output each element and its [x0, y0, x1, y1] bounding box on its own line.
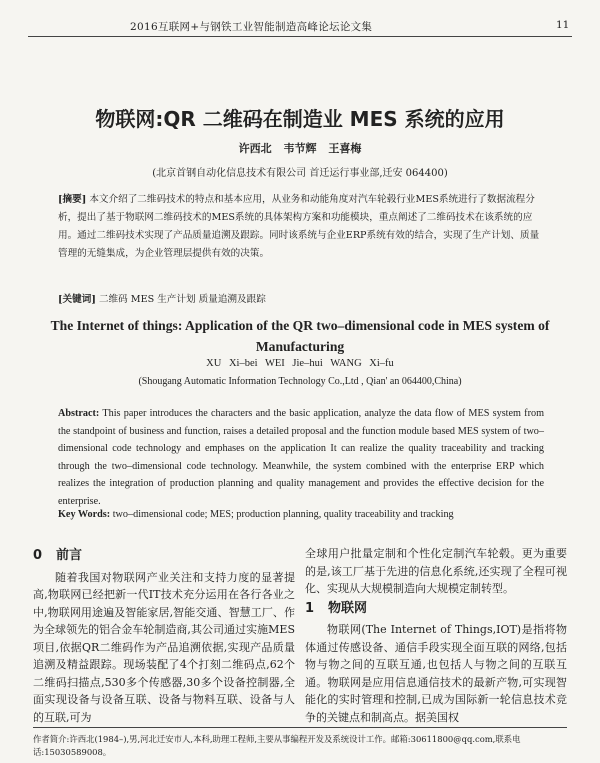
page-number: 11: [556, 19, 570, 31]
abstract-cn-label: [摘要]: [58, 194, 87, 205]
left-column: [33, 545, 295, 726]
footnote-rule: [33, 727, 567, 728]
header-rule: [28, 36, 572, 37]
section-0-number: 0: [33, 548, 43, 563]
section-1-heading: [305, 600, 567, 618]
abstract-en: [58, 405, 544, 510]
keywords-cn-label: [关键词]: [58, 294, 96, 305]
right-column-intro: 全球用户批量定制和个性化定制汽车轮毂。更为重要的是,该工厂基于先进的信息化系统,还实现了全程可视化、实现从大规模制造向大规模定制转型。: [305, 547, 567, 595]
keywords-cn: [58, 291, 546, 309]
section-0-text: 随着我国对物联网产业关注和支持力度的显著提高,物联网已经把新一代IT技术充分运用在各行各业之中,物联网用途遍及智能家居,智能交通、智慧工厂、作为全球领先的铝合金车轮制造商,其公司通过实施MES项目,依据QR二维码作为产品追溯依据,实现产品质量追溯及精益跟踪。现场装配了4个打刻二维码点,62个二维码扫描点,530多个传感器,30多个设备控制器,全面实现设备与设备互联、设备与物料互联、设备与人的互联,可为: [33, 570, 295, 724]
abstract-cn: [58, 191, 546, 263]
abstract-en-label: Abstract:: [58, 408, 100, 419]
keywords-en-label: Key Words:: [58, 509, 111, 520]
right-column: [305, 545, 567, 726]
title-en: The Internet of things: Application of the QR two–dimensional code in MES system of Manufacturing: [50, 318, 550, 354]
section-0-title: 前言: [56, 548, 83, 563]
section-0-heading: [33, 547, 295, 565]
affiliation-en: (Shougang Automatic Information Technology Co.,Ltd , Qian' an 064400,China): [138, 376, 462, 387]
title-cn: 物联网:QR 二维码在制造业 MES 系统的应用: [95, 107, 505, 131]
abstract-cn-text: 本文介绍了二维码技术的特点和基本应用，从业务和动能角度对汽车轮毂行业MES系统进行了数据流程分析，提出了基于物联网二维码技术的MES系统的具体架构方案和功能模块，重点阐述了二维码技术在该系统的应用。通过二维码技术实现了产品质量追溯及跟踪。同时该系统与企业ERP系统有效的结合，实现了生产计划、质量管理的无缝集成，为企业管理层提供有效的决策。: [58, 194, 540, 259]
running-head: 2016互联网+与钢铁工业智能制造高峰论坛论文集: [130, 21, 373, 33]
authors-cn: 许西北 韦节辉 王喜梅: [238, 142, 362, 155]
author-footnote: 作者简介:许西北(1984–),男,河北迁安市人,本科,助理工程师,主要从事编程开发及系统设计工作。邮箱:30611800@qq.com,联系电话:15030589008。: [33, 734, 521, 757]
section-1-text: 物联网(The Internet of Things,IOT)是指将物体通过传感设备、通信手段实现全面互联的网络,包括物与物之间的互联互通,也包括人与物之间的互联互通。物联网是应用信息通信技术的最新产物,可实现智能化的实时管理和控制,已成为国际新一轮信息技术竞争的关键点和制高点。据美国权: [305, 623, 567, 724]
section-1-title: 物联网: [328, 600, 368, 616]
keywords-cn-text: 二维码 MES 生产计划 质量追溯及跟踪: [98, 294, 266, 305]
affiliation-cn: (北京首钢自动化信息技术有限公司 首迁运行事业部,迁安 064400): [152, 168, 448, 179]
abstract-en-text: This paper introduces the characters and the basic application, analyze the data flow of MES system from the standpoint of business and function, raises a detailed proposal and the function module based MES system of two–dimensional code technology and emphases on the application It can realize the quality traceability and tracking through the two–dimensional code technology. Meanwhile, the system combined with the enterprise ERP which realizes the integration of production planning and quality management and provides the effective decision for the enterprise.: [58, 408, 544, 507]
authors-en: XU Xi–bei WEI Jie–hui WANG Xi–fu: [206, 358, 394, 369]
keywords-en: [58, 506, 544, 524]
section-1-number: 1: [305, 600, 315, 616]
keywords-en-text: two–dimensional code; MES; production planning, quality traceability and tracking: [112, 509, 454, 520]
